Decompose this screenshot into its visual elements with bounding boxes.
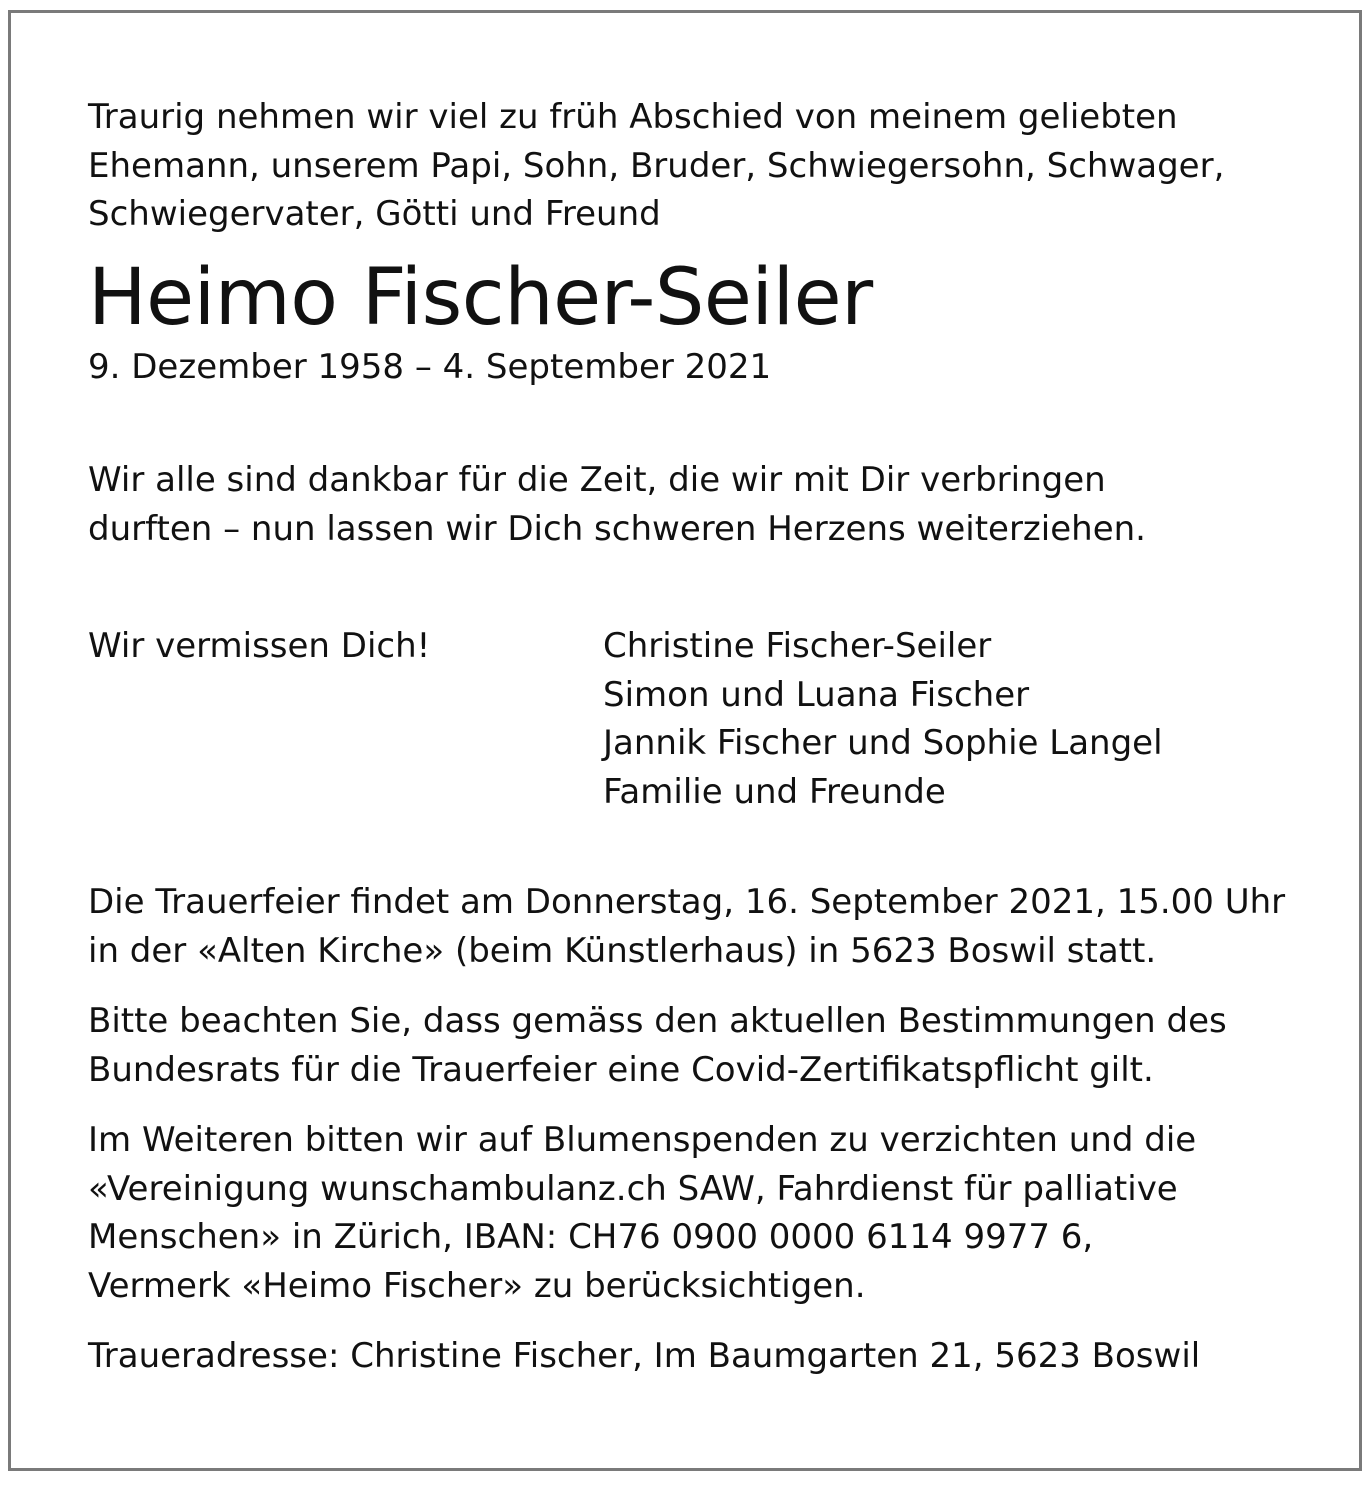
mourner-name: Familie und Freunde (603, 771, 946, 812)
mourner-name: Christine Fischer-Seiler (603, 626, 992, 666)
intro-line: Ehemann, unserem Papi, Sohn, Bruder, Schwiegersohn, Schwager, (88, 145, 1225, 186)
gratitude-paragraph (88, 456, 1328, 553)
donation-paragraph (88, 1116, 1328, 1310)
obituary-content (88, 93, 1328, 1381)
obituary-frame (8, 10, 1362, 1471)
service-line: in der «Alten Kirche» (beim Künstlerhaus) in 5623 Boswil statt. (88, 930, 1157, 971)
intro-line: Traurig nehmen wir viel zu früh Abschied von meinem geliebten (88, 97, 1178, 137)
service-paragraph (88, 878, 1328, 975)
intro-line: Schwiegervater, Götti und Freund (88, 194, 661, 234)
gratitude-line: durften – nun lassen wir Dich schweren Herzens weiterziehen. (88, 508, 1146, 549)
farewell-message: Wir vermissen Dich! (88, 626, 431, 666)
intro-paragraph (88, 93, 1328, 239)
gratitude-line: Wir alle sind dankbar für die Zeit, die wir mit Dir verbringen (88, 460, 1106, 500)
signature-block (88, 622, 1328, 816)
service-line: Die Trauerfeier findet am Donnerstag, 16. September 2021, 15.00 Uhr (88, 882, 1286, 922)
covid-line: Bundesrats für die Trauerfeier eine Covid-Zertifikatspflicht gilt. (88, 1049, 1154, 1090)
mourner-name: Jannik Fischer und Sophie Langel (603, 723, 1163, 763)
covid-line: Bitte beachten Sie, dass gemäss den aktuellen Bestimmungen des (88, 1001, 1227, 1041)
mourners-list (603, 622, 1163, 816)
covid-paragraph (88, 997, 1328, 1094)
donation-line: Im Weiteren bitten wir auf Blumenspenden zu verzichten und die (88, 1120, 1197, 1160)
deceased-name: Heimo Fischer-Seiler (88, 252, 873, 343)
mourning-address: Traueradresse: Christine Fischer, Im Baumgarten 21, 5623 Boswil (88, 1336, 1201, 1376)
life-dates: 9. Dezember 1958 – 4. September 2021 (88, 346, 772, 387)
mourner-name: Simon und Luana Fischer (603, 674, 1030, 715)
donation-line: Vermerk «Heimo Fischer» zu berücksichtigen. (88, 1265, 866, 1306)
donation-line: Menschen» in Zürich, IBAN: CH76 0900 0000 6114 9977 6, (88, 1217, 1094, 1257)
donation-line: «Vereinigung wunschambulanz.ch SAW, Fahrdienst für palliative (88, 1168, 1178, 1209)
